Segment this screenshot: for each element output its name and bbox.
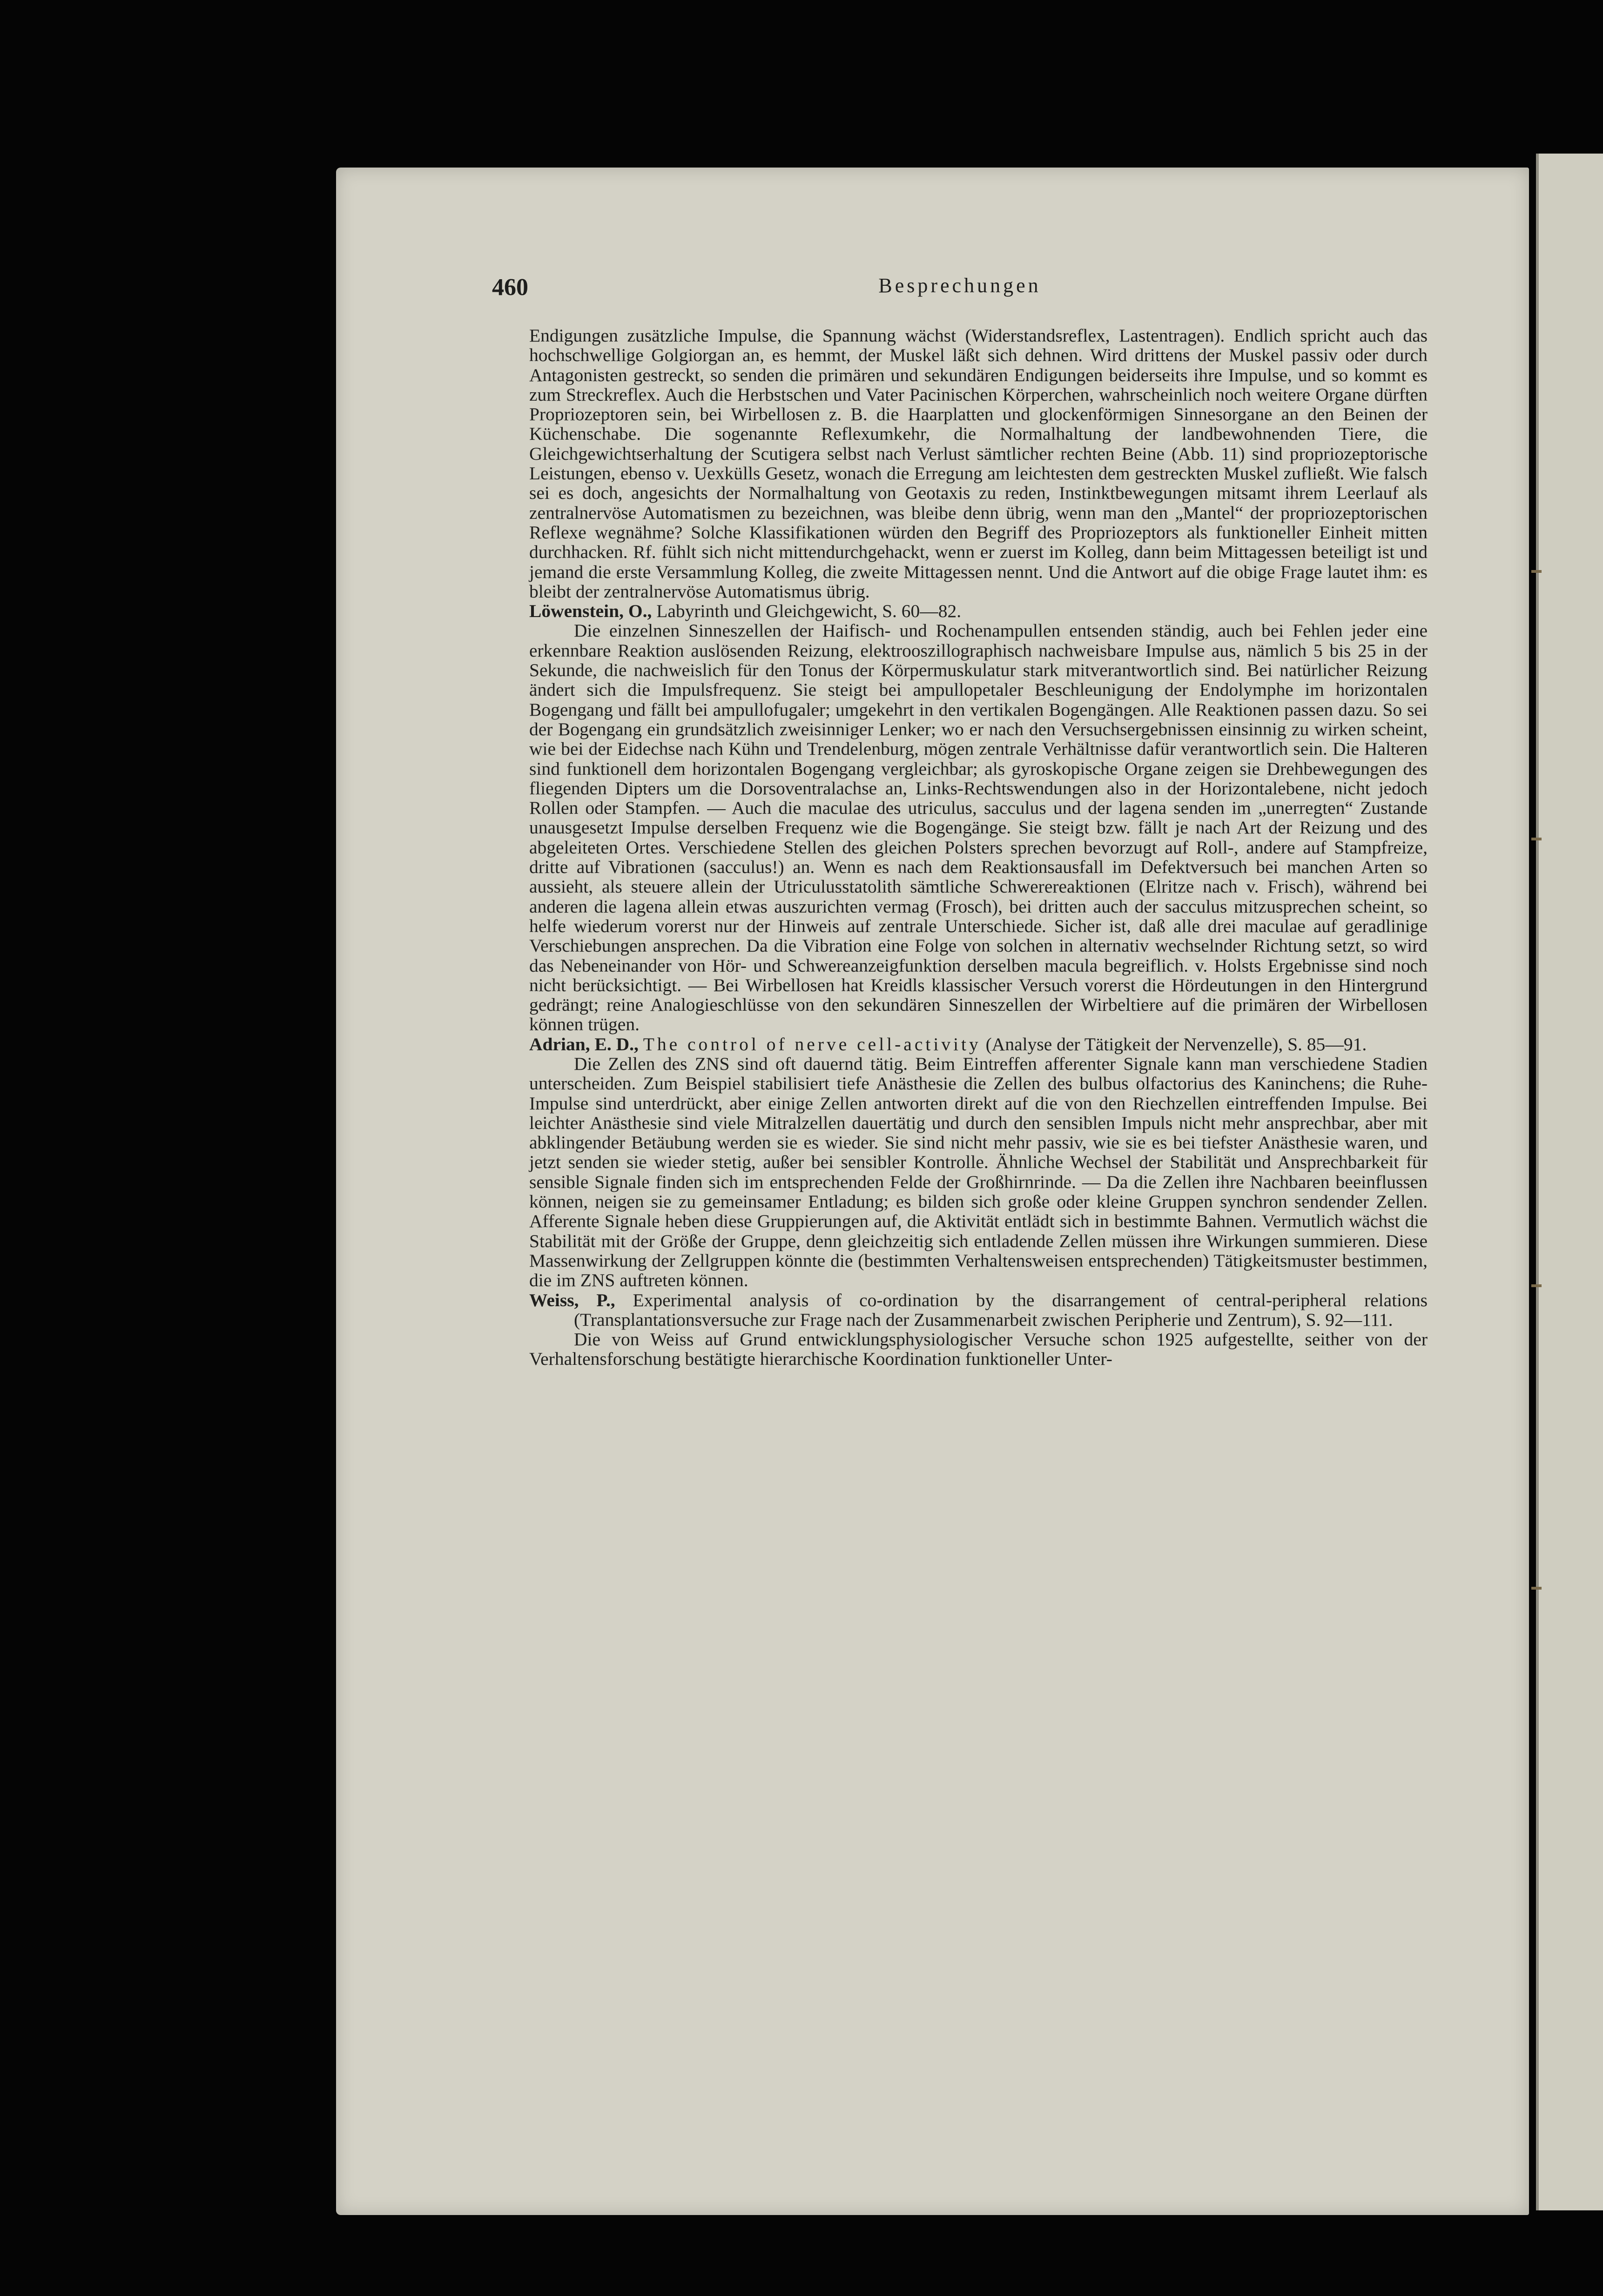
binding-thread	[1531, 1587, 1542, 1590]
paragraph: Die von Weiss auf Grund entwicklungsphysiologischer Versuche schon 1925 aufgestellte, seither von der Verhaltensforschung bestätigte hierarchische Koordination funktioneller Unter-	[529, 1329, 1428, 1370]
binding-thread	[1531, 1284, 1542, 1287]
bibliography-entry	[529, 1034, 1428, 1054]
paragraph: Die einzelnen Sinneszellen der Haifisch- und Rochenampullen entsenden ständig, auch bei Fehlen jeder eine erkennbare Reaktion auslösenden Reizung, elektrooszillographisch nachweisbare Impulse aus, nämlich 5 bis 25 in der Sekunde, die nachweislich für den Tonus der Körpermuskulatur stark mitverantwortlich sind. Bei natürlicher Reizung ändert sich die Impulsfrequenz. Sie steigt bei ampullopetaler Beschleunigung der Endolymphe im horizontalen Bogengang und fällt bei ampullofugaler; umgekehrt in den vertikalen Bogengängen. Alle Reaktionen passen dazu. So sei der Bogengang ein grundsätzlich zweisinniger Lenker; wo er nach den Versuchsergebnissen einsinnig zu wirken scheint, wie bei der Eidechse nach Kühn und Trendelenburg, mögen zentrale Verhältnisse dafür verantwortlich sein. Die Halteren sind funktionell dem horizontalen Bogengang vergleichbar; als gyroskopische Organe zeigen sie Drehbewegungen des fliegenden Dipters um die Dorsoventralachse an, Links-Rechtswendungen also in der Horizontalebene, nicht jedoch Rollen oder Stampfen. — Auch die maculae des utriculus, sacculus und der lagena senden im „unerregten“ Zustande unausgesetzt Impulse derselben Frequenz wie die Bogengänge. Sie steigt bzw. fällt je nach Art der Reizung und des abgeleiteten Ortes. Verschiedene Stellen des gleichen Polsters sprechen bevorzugt auf Roll-, andere auf Stampfreize, dritte auf Vibrationen (sacculus!) an. Wenn es nach dem Reaktionsausfall im Defektversuch bei manchen Arten so aussieht, als steuere allein der Utriculusstatolith sämtliche Schwerereaktionen (Elritze nach v. Frisch), während bei anderen die lagena allein etwas auszurichten vermag (Frosch), bei dritten auch der sacculus mitzusprechen scheint, so helfe wiederum vorerst nur der Hinweis auf zentrale Unterschiede. Sicher ist, daß alle drei maculae auf geradlinige Verschiebungen ansprechen. Da die Vibration eine Folge von solchen in alternativ wechselnder Richtung setzt, so wird das Nebeneinander von Hör- und Schwereanzeigfunktion derselben macula begreiflich. v. Holsts Ergebnisse sind noch nicht berücksichtigt. — Bei Wirbellosen hat Kreidls klassischer Versuch vorerst die Hördeutungen in den Hintergrund gedrängt; reine Analogieschlüsse von den sekundären Sinneszellen der Wirbeltiere auf die primären der Wirbellosen können trügen.	[529, 620, 1428, 1035]
page-number: 460	[492, 274, 528, 301]
bibliography-entry	[529, 601, 1428, 621]
bibliography-entry	[529, 1290, 1428, 1330]
adjacent-page-edge	[1536, 154, 1603, 2210]
page-header	[492, 274, 1428, 306]
entry-subtitle: (Analyse der Tätigkeit der Nervenzelle), S. 85—91.	[985, 1034, 1367, 1054]
binding-thread	[1531, 838, 1542, 840]
entry-title: Experimental analysis of co-ordination by the disarrangement of central-peripheral relations (Transplantationsversuche zur Frage nach der Zusammenarbeit zwischen Peripherie und Zentrum), S. 92—111.	[574, 1289, 1428, 1330]
entry-author: Adrian, E. D.,	[529, 1034, 639, 1054]
paragraph: Die Zellen des ZNS sind oft dauernd tätig. Beim Eintreffen afferenter Signale kann man verschiedene Stadien unterscheiden. Zum Beispiel stabilisiert tiefe Anästhesie die Zellen des bulbus olfactorius des Kaninchens; die Ruhe-Impulse sind unterdrückt, aber einige Zellen antworten direkt auf die von den Riechzellen eintreffenden Impulse. Bei leichter Anästhesie sind viele Mitralzellen dauertätig und durch den sensiblen Impuls nicht mehr ansprechbar, aber mit abklingender Betäubung werden sie es wieder. Sie sind nicht mehr passiv, wie sie es bei tiefster Anästhesie waren, und jetzt senden sie wieder stetig, außer bei sensibler Kontrolle. Ähnliche Wechsel der Stabilität und Ansprechbarkeit für sensible Signale finden sich im entsprechenden Felde der Großhirnrinde. — Da die Zellen ihre Nachbaren beeinflussen können, neigen sie zu gemeinsamer Entladung; es bilden sich große oder kleine Gruppen synchron sendender Zellen. Afferente Signale heben diese Gruppierungen auf, die Aktivität entlädt sich in bestimmte Bahnen. Vermutlich wächst die Stabilität mit der Größe der Gruppe, denn gleichzeitig sich entladende Zellen müssen ihre Wirkungen summieren. Diese Massenwirkung der Zellgruppen könnte die (bestimmten Verhaltensweisen entsprechenden) Tätigkeitsmuster bestimmen, die im ZNS auftreten können.	[529, 1053, 1428, 1291]
body-text	[529, 326, 1428, 1369]
entry-title: Labyrinth und Gleichgewicht, S. 60—82.	[656, 601, 962, 622]
entry-author: Löwenstein, O.,	[529, 601, 652, 622]
running-head: Besprechungen	[878, 274, 1041, 297]
binding-thread	[1531, 570, 1542, 573]
paragraph: Endigungen zusätzliche Impulse, die Spannung wächst (Widerstandsreflex, Lastentragen). Endlich spricht auch das hochschwellige Golgiorgan an, es hemmt, der Muskel läßt sich dehnen. Wird drittens der Muskel passiv oder durch Antagonisten gestreckt, so senden die primären und sekundären Endigungen beiderseits ihre Impulse, und so kommt es zum Streckreflex. Auch die Herbstschen und Vater Pacinischen Körperchen, wahrscheinlich noch weitere Organe dürften Propriozeptoren sein, bei Wirbellosen z. B. die Haarplatten und glockenförmigen Sinnesorgane an den Beinen der Küchenschabe. Die sogenannte Reflexumkehr, die Normalhaltung der landbewohnenden Tiere, die Gleichgewichtserhaltung der Scutigera selbst nach Verlust sämtlicher rechten Beine (Abb. 11) sind propriozeptorische Leistungen, ebenso v. Uexkülls Gesetz, wonach die Erregung am leichtesten dem gestreckten Muskel zufließt. Wie falsch sei es doch, angesichts der Normalhaltung von Geotaxis zu reden, Instinktbewegungen mitsamt ihrem Leerlauf als zentralnervöse Automatismen zu bezeichnen, was bleibe denn übrig, wenn man den „Mantel“ der propriozeptorischen Reflexe wegnähme? Solche Klassifikationen würden den Begriff des Propriozeptors als funktioneller Einheit mitten durchhacken. Rf. fühlt sich nicht mittendurchgehackt, wenn er zuerst im Kolleg, dann beim Mittagessen beteiligt ist und jemand die erste Versammlung Kolleg, die zweite Mittagessen nennt. Und die Antwort auf die obige Frage lautet ihm: es bleibt der zentralnervöse Automatismus übrig.	[529, 325, 1428, 602]
entry-author: Weiss, P.,	[529, 1289, 615, 1310]
entry-title: The control of nerve cell-activity	[643, 1034, 981, 1054]
